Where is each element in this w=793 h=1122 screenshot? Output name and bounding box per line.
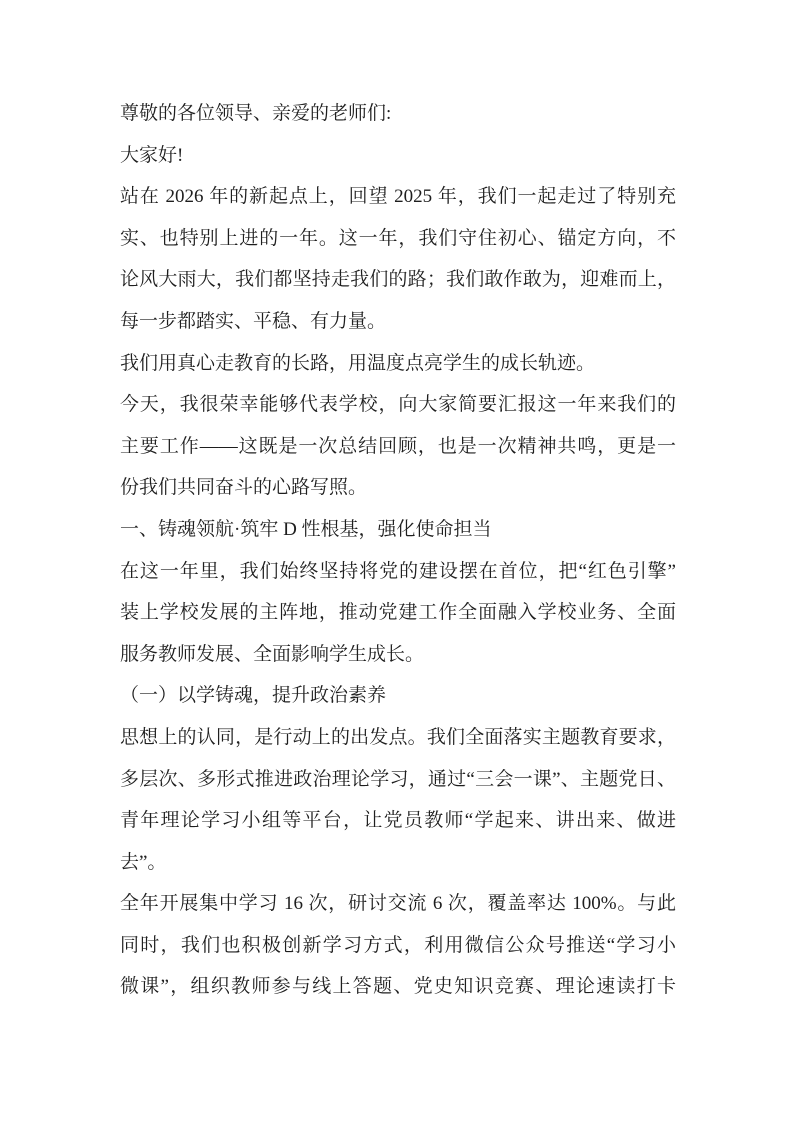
text-line: 论风大雨大，我们都坚持走我们的路；我们敢作敢为，迎难而上， [120,269,676,291]
text-line: 装上学校发展的主阵地，推动党建工作全面融入学校业务、全面 [120,602,676,624]
text-line: 同时，我们也积极创新学习方式，利用微信公众号推送“学习小 [120,934,676,956]
text-line: 青年理论学习小组等平台，让党员教师“学起来、讲出来、做进 [120,810,676,832]
text-line: 尊敬的各位领导、亲爱的老师们: [120,103,392,124]
text-line: 思想上的认同，是行动上的出发点。我们全面落实主题教育要求， [120,726,676,748]
text-line: 多层次、多形式推进政治理论学习，通过“三会一课”、主题党日、 [120,768,676,790]
text-line: 实、也特别上进的一年。这一年，我们守住初心、锚定方向，不 [120,227,676,249]
text-line: 微课”，组织教师参与线上答题、党史知识竞赛、理论速读打卡 [120,976,676,998]
text-line: 在这一年里，我们始终坚持将党的建设摆在首位，把“红色引擎” [120,560,676,582]
document-text-block [120,93,676,1008]
text-line: 主要工作——这既是一次总结回顾，也是一次精神共鸣，更是一 [120,435,676,457]
text-line: 每一步都踏实、平稳、有力量。 [120,310,387,332]
text-line: 大家好! [120,144,184,166]
text-line: 全年开展集中学习 16 次，研讨交流 6 次，覆盖率达 100%。与此 [120,893,676,915]
text-line: 今天，我很荣幸能够代表学校，向大家简要汇报这一年来我们的 [120,394,676,416]
text-line: 站在 2026 年的新起点上，回望 2025 年，我们一起走过了特别充 [120,186,676,208]
text-line: 一、铸魂领航·筑牢 D 性根基，强化使命担当 [120,518,492,540]
text-line: （一）以学铸魂，提升政治素养 [120,685,387,707]
text-line: 份我们共同奋斗的心路写照。 [120,477,368,499]
text-line: 去”。 [120,851,167,873]
text-line: 我们用真心走教育的长路，用温度点亮学生的成长轨迹。 [120,352,596,374]
text-line: 服务教师发展、全面影响学生成长。 [120,643,425,665]
